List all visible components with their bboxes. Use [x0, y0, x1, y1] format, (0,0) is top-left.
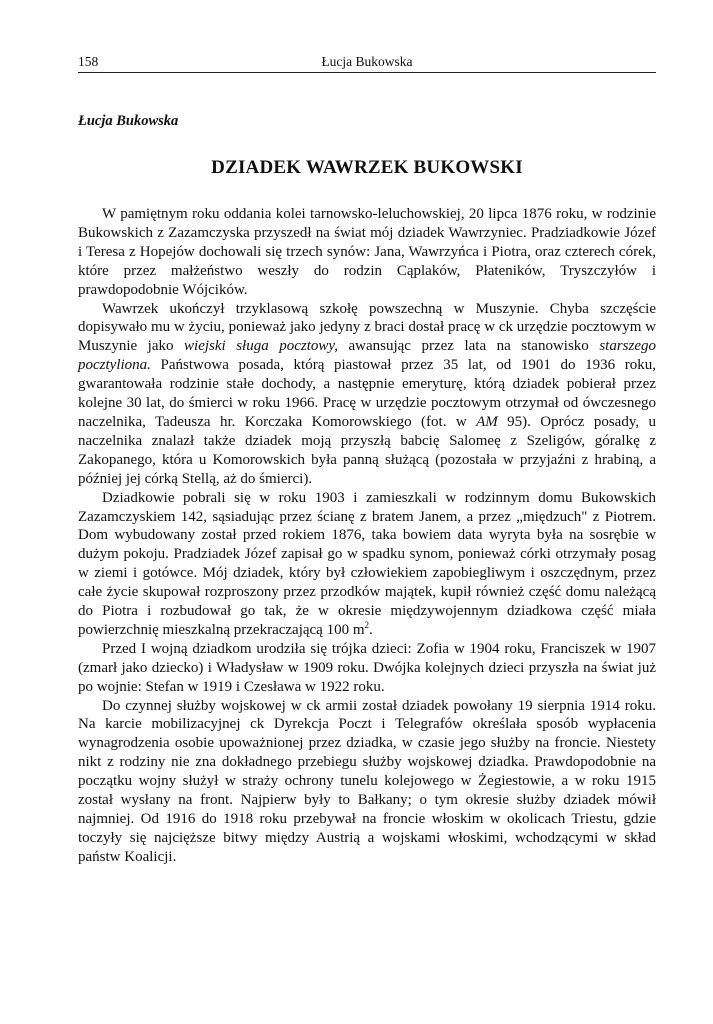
body-paragraph: [78, 489, 656, 640]
body-paragraph: [78, 300, 656, 489]
paragraph-text: W pamiętnym roku oddania kolei tarnowsko-leluchowskiej, 20 lipca 1876 roku, w rodzinie Bukowskich z Zazamczyska przyszedł na świat mój dziadek Wawrzyniec. Pradziadkowie Józef i Teresa z Hopejów dochowali się trzech synów: Jana, Wawrzyńca i Piotra, oraz czterech córek, które przez małżeństwo weszły do rodzin Cąplaków, Płateników, Tryszczyłów i prawdopodobnie Wójcików.: [78, 206, 656, 298]
article-title: DZIADEK WAWRZEK BUKOWSKI: [211, 157, 523, 178]
paragraph-text: Państwowa posada, którą piastował przez 35 lat, od 1901 do 1936 roku, gwarantowała rodzinie stałe dochody, a następnie emeryturę, którą dziadek pobierał przez kolejne 30 lat, do śmierci w roku 1966. Pracę w urzędzie pocztowym otrzymał od ówczesnego naczelnika, Tadeusza hr. Korczaka Komorowskiego (fot. w: [78, 357, 656, 430]
paragraph-text: Do czynnej służby wojskowej w ck armii został dziadek powołany 19 sierpnia 1914 roku. Na karcie mobilizacyjnej ck Dyrekcja Poczt i Telegrafów określała sposób wypłacenia wynagrodzenia osobie upoważnionej przez dziadka, w czasie jego służby na froncie. Niestety nikt z rodziny nie zna dokładnego przebiegu służby wojskowej dziadka. Prawdopodobnie na początku wojny służył w straży ochrony tunelu kolejowego w Żegiestowie, a w roku 1915 został wysłany na front. Najpierw były to Bałkany; o tym okresie służby dziadek mówił najmniej. Od 1916 do 1918 roku przebywał na froncie włoskim w okolicach Triestu, gdzie toczyły się najcięższe bitwy między Austrią a wojskami włoskimi, wchodzącymi w skład państw Koalicji.: [78, 697, 656, 865]
body-paragraph: [78, 697, 656, 867]
italic-text: AM: [476, 413, 498, 430]
document-page: [78, 52, 656, 867]
paragraph-text: 95). Oprócz posady, u naczelnika znalazł także dziadek moją przyszłą babcię Salomeę z Szeligów, góralkę z Zakopanego, która u Komorowskich była panną służącą (pozostała w przyjaźni z hrabiną, a później jej córką Stellą, aż do śmierci).: [78, 413, 656, 487]
italic-text: wiejski sługa pocztowy,: [184, 338, 338, 355]
paragraph-text: Wawrzek ukończył trzyklasową szkołę powszechną w Muszynie. Chyba szczęście dopisywało mu w życiu, ponieważ jako jedyny z braci dostał pracę w ck urzędzie pocztowym w Muszynie jako: [78, 300, 656, 355]
article-body: [78, 205, 656, 867]
paragraph-text: Dziadkowie pobrali się w roku 1903 i zamieszkali w rodzinnym domu Bukowskich Zazamczyskiem 142, sąsiadując przez ścianę z bratem Janem, a przez „międzuch" z Piotrem. Dom wybudowany został przed rokiem 1876, taka bowiem data wyryta była na sosrębie w dużym pokoju. Pradziadek Józef zapisał go w spadku synom, ponieważ córki otrzymały posag w ziemi i gotówce. Mój dziadek, który był człowiekiem zapobiegliwym i oszczędnym, przez całe życie skupował rozproszony przez przodków majątek, kupił również część domu należącą do Piotra i rozbudował go tak, że w okresie międzywojennym dziadkowa część miała powierzchnię mieszkalną przekraczającą 100 m: [78, 489, 656, 638]
page-number: 158: [78, 54, 99, 69]
italic-text: starszego pocztyliona.: [78, 338, 656, 374]
paragraph-text: Przed I wojną dziadkom urodziła się trójka dzieci: Zofia w 1904 roku, Franciszek w 1907 (zmarł jako dziecko) i Władysław w 1909 roku. Dwójka kolejnych dzieci przyszła na świat już po wojnie: Stefan w 1919 i Czesława w 1922 roku.: [78, 640, 656, 695]
article-author: Łucja Bukowska: [78, 113, 179, 129]
body-paragraph: [78, 205, 656, 300]
superscript-text: 2: [364, 619, 370, 630]
body-paragraph: [78, 640, 656, 697]
paragraph-text: .: [369, 621, 373, 638]
running-header: [78, 52, 656, 73]
running-header-author: Łucja Bukowska: [321, 54, 413, 69]
paragraph-text: awansując przez lata na stanowisko: [337, 338, 600, 355]
